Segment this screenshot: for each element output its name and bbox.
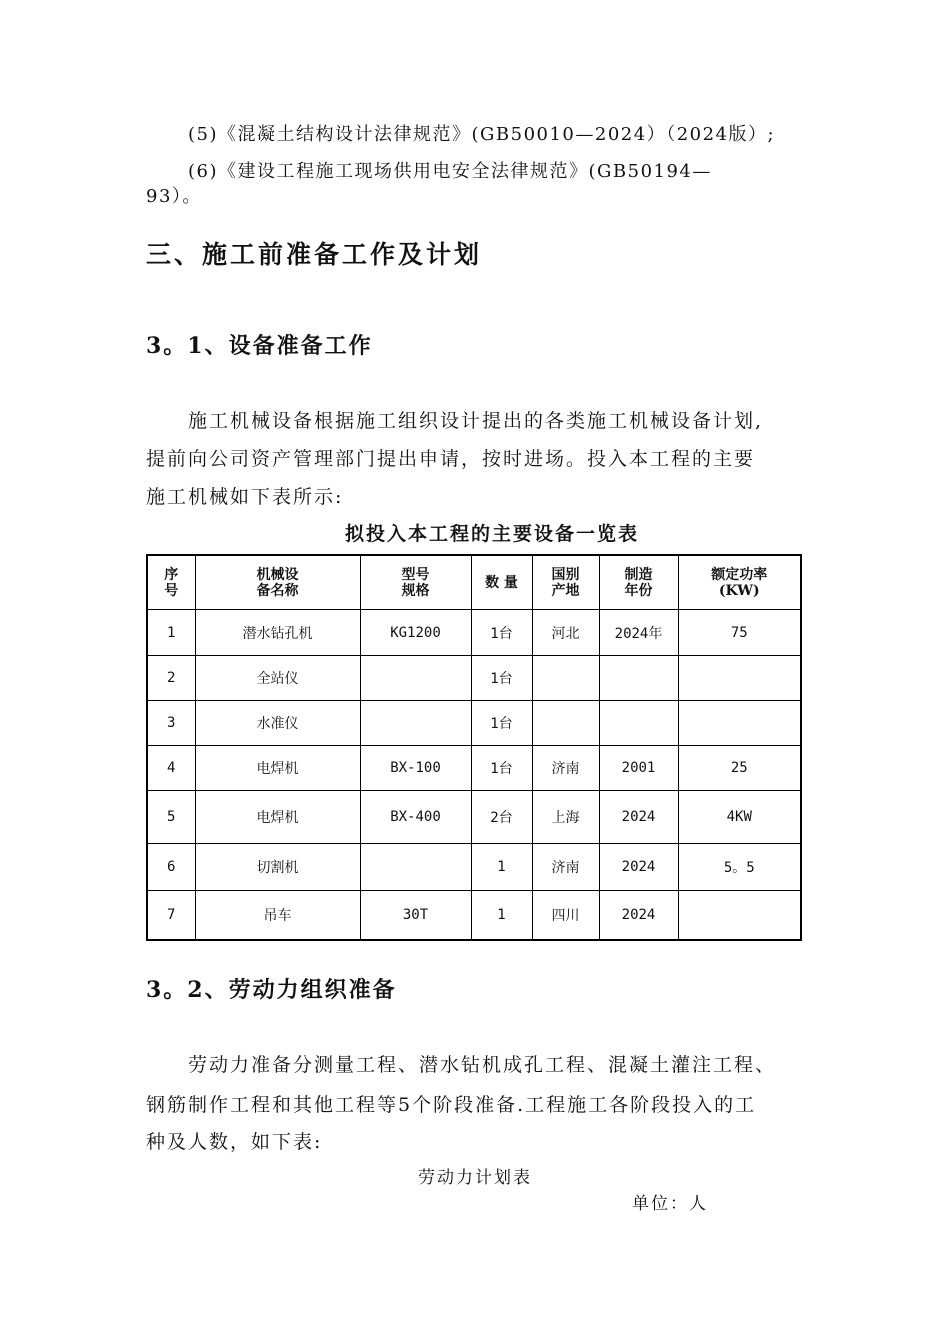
cell-origin: 济南 xyxy=(532,746,599,791)
table-row xyxy=(147,701,801,746)
cell-machine-name: 电焊机 xyxy=(195,791,360,844)
cell-index: 1 xyxy=(147,610,195,656)
cell-origin xyxy=(532,701,599,746)
cell-model-spec xyxy=(360,701,471,746)
table-row xyxy=(147,746,801,791)
section-3-1-heading: 3。1、设备准备工作 xyxy=(146,333,373,359)
section-3-2-heading: 3。2、劳动力组织准备 xyxy=(146,977,397,1003)
cell-model-spec xyxy=(360,656,471,701)
equipment-table-caption: 拟投入本工程的主要设备一览表 xyxy=(345,523,640,545)
reference-6-continued: 93）。 xyxy=(146,186,202,207)
cell-machine-name: 电焊机 xyxy=(195,746,360,791)
header-origin: 国别 产地 xyxy=(532,555,599,610)
cell-rated-power: 4KW xyxy=(678,791,801,844)
cell-year xyxy=(599,656,678,701)
cell-index: 3 xyxy=(147,701,195,746)
cell-index: 6 xyxy=(147,844,195,891)
cell-year: 2024 xyxy=(599,791,678,844)
table-row xyxy=(147,656,801,701)
header-rated-power: 额定功率 (KW) xyxy=(678,555,801,610)
cell-quantity: 1台 xyxy=(471,746,532,791)
cell-rated-power: 75 xyxy=(678,610,801,656)
cell-model-spec: KG1200 xyxy=(360,610,471,656)
cell-index: 4 xyxy=(147,746,195,791)
reference-5: (5)《混凝土结构设计法律规范》(GB50010—2024）（2024版）; xyxy=(188,124,776,145)
cell-year: 2001 xyxy=(599,746,678,791)
cell-origin: 四川 xyxy=(532,891,599,940)
cell-origin xyxy=(532,656,599,701)
cell-origin: 河北 xyxy=(532,610,599,656)
cell-model-spec: 30T xyxy=(360,891,471,940)
cell-machine-name: 全站仪 xyxy=(195,656,360,701)
cell-model-spec: BX-100 xyxy=(360,746,471,791)
cell-quantity: 1 xyxy=(471,844,532,891)
cell-rated-power: 25 xyxy=(678,746,801,791)
cell-machine-name: 潜水钻孔机 xyxy=(195,610,360,656)
section-3-2-paragraph-line-2: 钢筋制作工程和其他工程等5个阶段准备.工程施工各阶段投入的工 xyxy=(146,1094,757,1116)
table-row xyxy=(147,891,801,940)
cell-index: 2 xyxy=(147,656,195,701)
cell-year: 2024年 xyxy=(599,610,678,656)
table-row xyxy=(147,844,801,891)
section-3-1-paragraph-line-2: 提前向公司资产管理部门提出申请，按时进场。投入本工程的主要 xyxy=(146,448,756,470)
cell-rated-power xyxy=(678,701,801,746)
section-3-2-paragraph-line-3: 种及人数，如下表: xyxy=(146,1131,323,1153)
cell-index: 5 xyxy=(147,791,195,844)
cell-quantity: 1台 xyxy=(471,610,532,656)
cell-origin: 上海 xyxy=(532,791,599,844)
section-3-heading: 三、施工前准备工作及计划 xyxy=(146,240,483,269)
cell-year xyxy=(599,701,678,746)
cell-quantity: 1 xyxy=(471,891,532,940)
cell-index: 7 xyxy=(147,891,195,940)
header-index: 序 号 xyxy=(147,555,195,610)
cell-machine-name: 切割机 xyxy=(195,844,360,891)
header-model-spec: 型号 规格 xyxy=(360,555,471,610)
cell-quantity: 1台 xyxy=(471,656,532,701)
table-row xyxy=(147,610,801,656)
table-row xyxy=(147,791,801,844)
cell-origin: 济南 xyxy=(532,844,599,891)
cell-machine-name: 吊车 xyxy=(195,891,360,940)
labor-table-unit: 单位：人 xyxy=(632,1194,708,1214)
cell-rated-power: 5。5 xyxy=(678,844,801,891)
cell-rated-power xyxy=(678,891,801,940)
section-3-2-paragraph-line-1: 劳动力准备分测量工程、潜水钻机成孔工程、混凝土灌注工程、 xyxy=(188,1054,777,1076)
cell-model-spec xyxy=(360,844,471,891)
section-3-1-paragraph-line-3: 施工机械如下表所示: xyxy=(146,486,344,508)
reference-6: (6)《建设工程施工现场供用电安全法律规范》(GB50194— xyxy=(188,161,712,182)
header-quantity: 数 量 xyxy=(471,555,532,610)
equipment-table-header-row xyxy=(147,555,801,610)
labor-table-caption: 劳动力计划表 xyxy=(418,1168,532,1188)
cell-model-spec: BX-400 xyxy=(360,791,471,844)
cell-quantity: 2台 xyxy=(471,791,532,844)
cell-machine-name: 水准仪 xyxy=(195,701,360,746)
equipment-table xyxy=(146,554,802,941)
cell-year: 2024 xyxy=(599,844,678,891)
cell-rated-power xyxy=(678,656,801,701)
cell-quantity: 1台 xyxy=(471,701,532,746)
header-year: 制造 年份 xyxy=(599,555,678,610)
header-machine-name: 机械设 备名称 xyxy=(195,555,360,610)
section-3-1-paragraph-line-1: 施工机械设备根据施工组织设计提出的各类施工机械设备计划, xyxy=(188,410,764,432)
cell-year: 2024 xyxy=(599,891,678,940)
